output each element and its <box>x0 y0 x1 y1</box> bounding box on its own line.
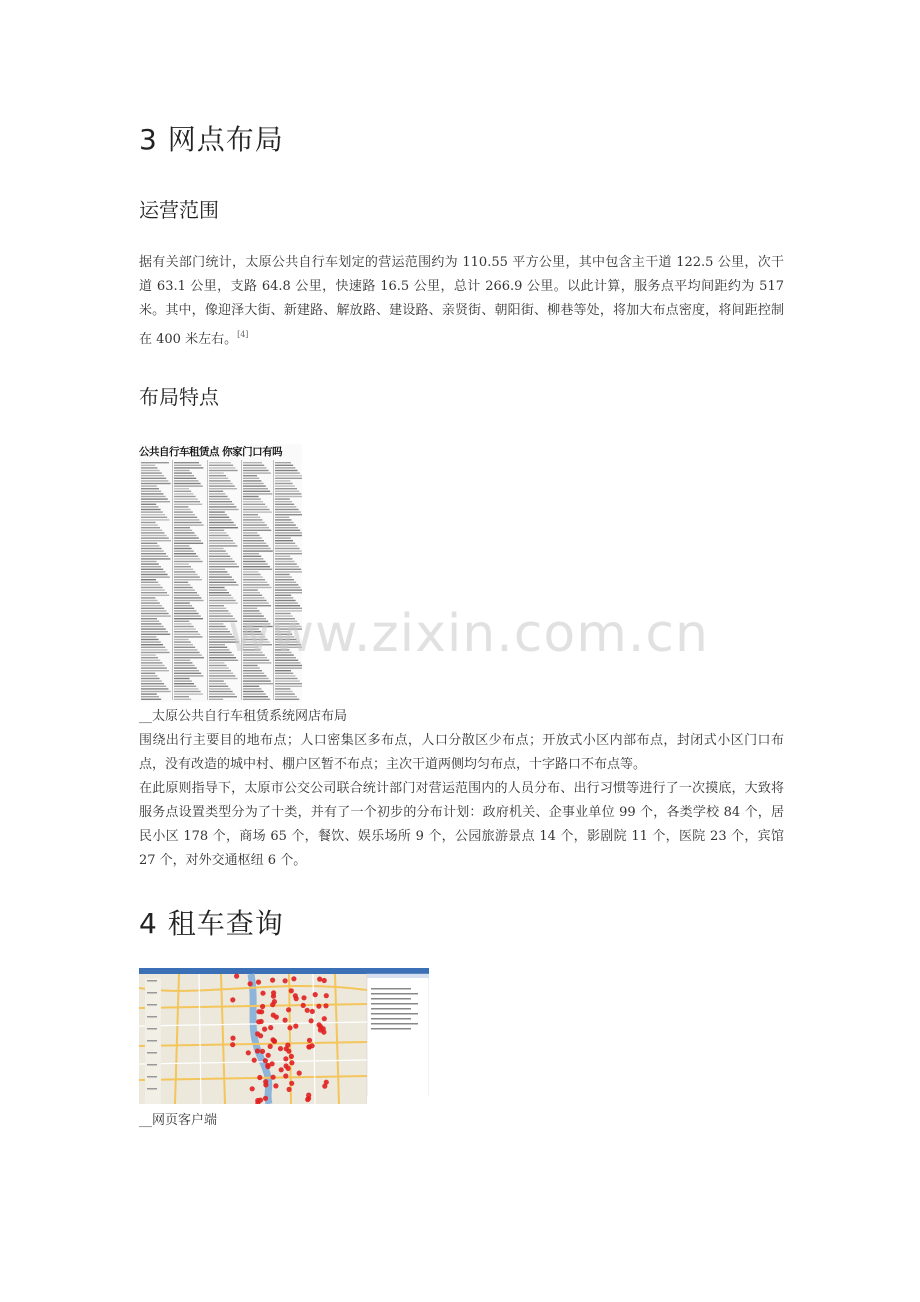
operating-range-text: 据有关部门统计，太原公共自行车划定的营运范围约为 110.55 平方公里，其中包含主干道 122.5 公里，次干道 63.1 公里，支路 64.8 公里，快速路 16.5 公里，总计 266.9 公里。以此计算，服务点平均间距约为 517 米。其中，像迎泽大街、新建路、解放路、建设路、亲贤街、朝阳街、柳巷等处，将加大布点密度，将间距控制在 400 米左右。 <box>139 255 784 347</box>
layout-features-heading: 布局特点 <box>139 385 219 409</box>
operating-range-paragraph <box>139 251 784 352</box>
section-4-heading: 4 租车查询 <box>139 907 284 940</box>
station-list-image-title: 公共自行车租赁点 你家门口有吗 <box>139 446 283 458</box>
station-list-caption: __太原公共自行车租赁系统网店布局 <box>139 709 348 724</box>
web-client-caption: __网页客户端 <box>139 1113 218 1128</box>
section-3-heading: 3 网点布局 <box>139 123 284 156</box>
reference-mark[interactable]: [4] <box>237 330 249 339</box>
site-watermark: www.zixin.com.cn <box>228 604 709 664</box>
web-client-map-image <box>139 968 429 1104</box>
distribution-plan-paragraph: 在此原则指导下，太原市公交公司联合统计部门对营运范围内的人员分布、出行习惯等进行了一次摸底，大致将服务点设置类型分为了十类，并有了一个初步的分布计划：政府机关、企事业单位 99 个，各类学校 84 个，居民小区 178 个，商场 65 个，餐饮、娱乐场所 9 个，公园旅游景点 14 个，影剧院 11 个，医院 23 个，宾馆 27 个，对外交通枢纽 6 个。 <box>139 781 784 868</box>
operating-range-block <box>139 251 784 352</box>
operating-range-heading: 运营范围 <box>139 198 219 222</box>
layout-principles-paragraph: 围绕出行主要目的地布点；人口密集区多布点，人口分散区少布点；开放式小区内部布点，封闭式小区门口布点，没有改造的城中村、棚户区暂不布点；主次干道两侧均匀布点，十字路口不布点等。 <box>139 733 784 772</box>
layout-features-block <box>139 705 784 873</box>
web-client-caption-block <box>139 1109 784 1133</box>
map-graphic <box>139 968 429 1104</box>
